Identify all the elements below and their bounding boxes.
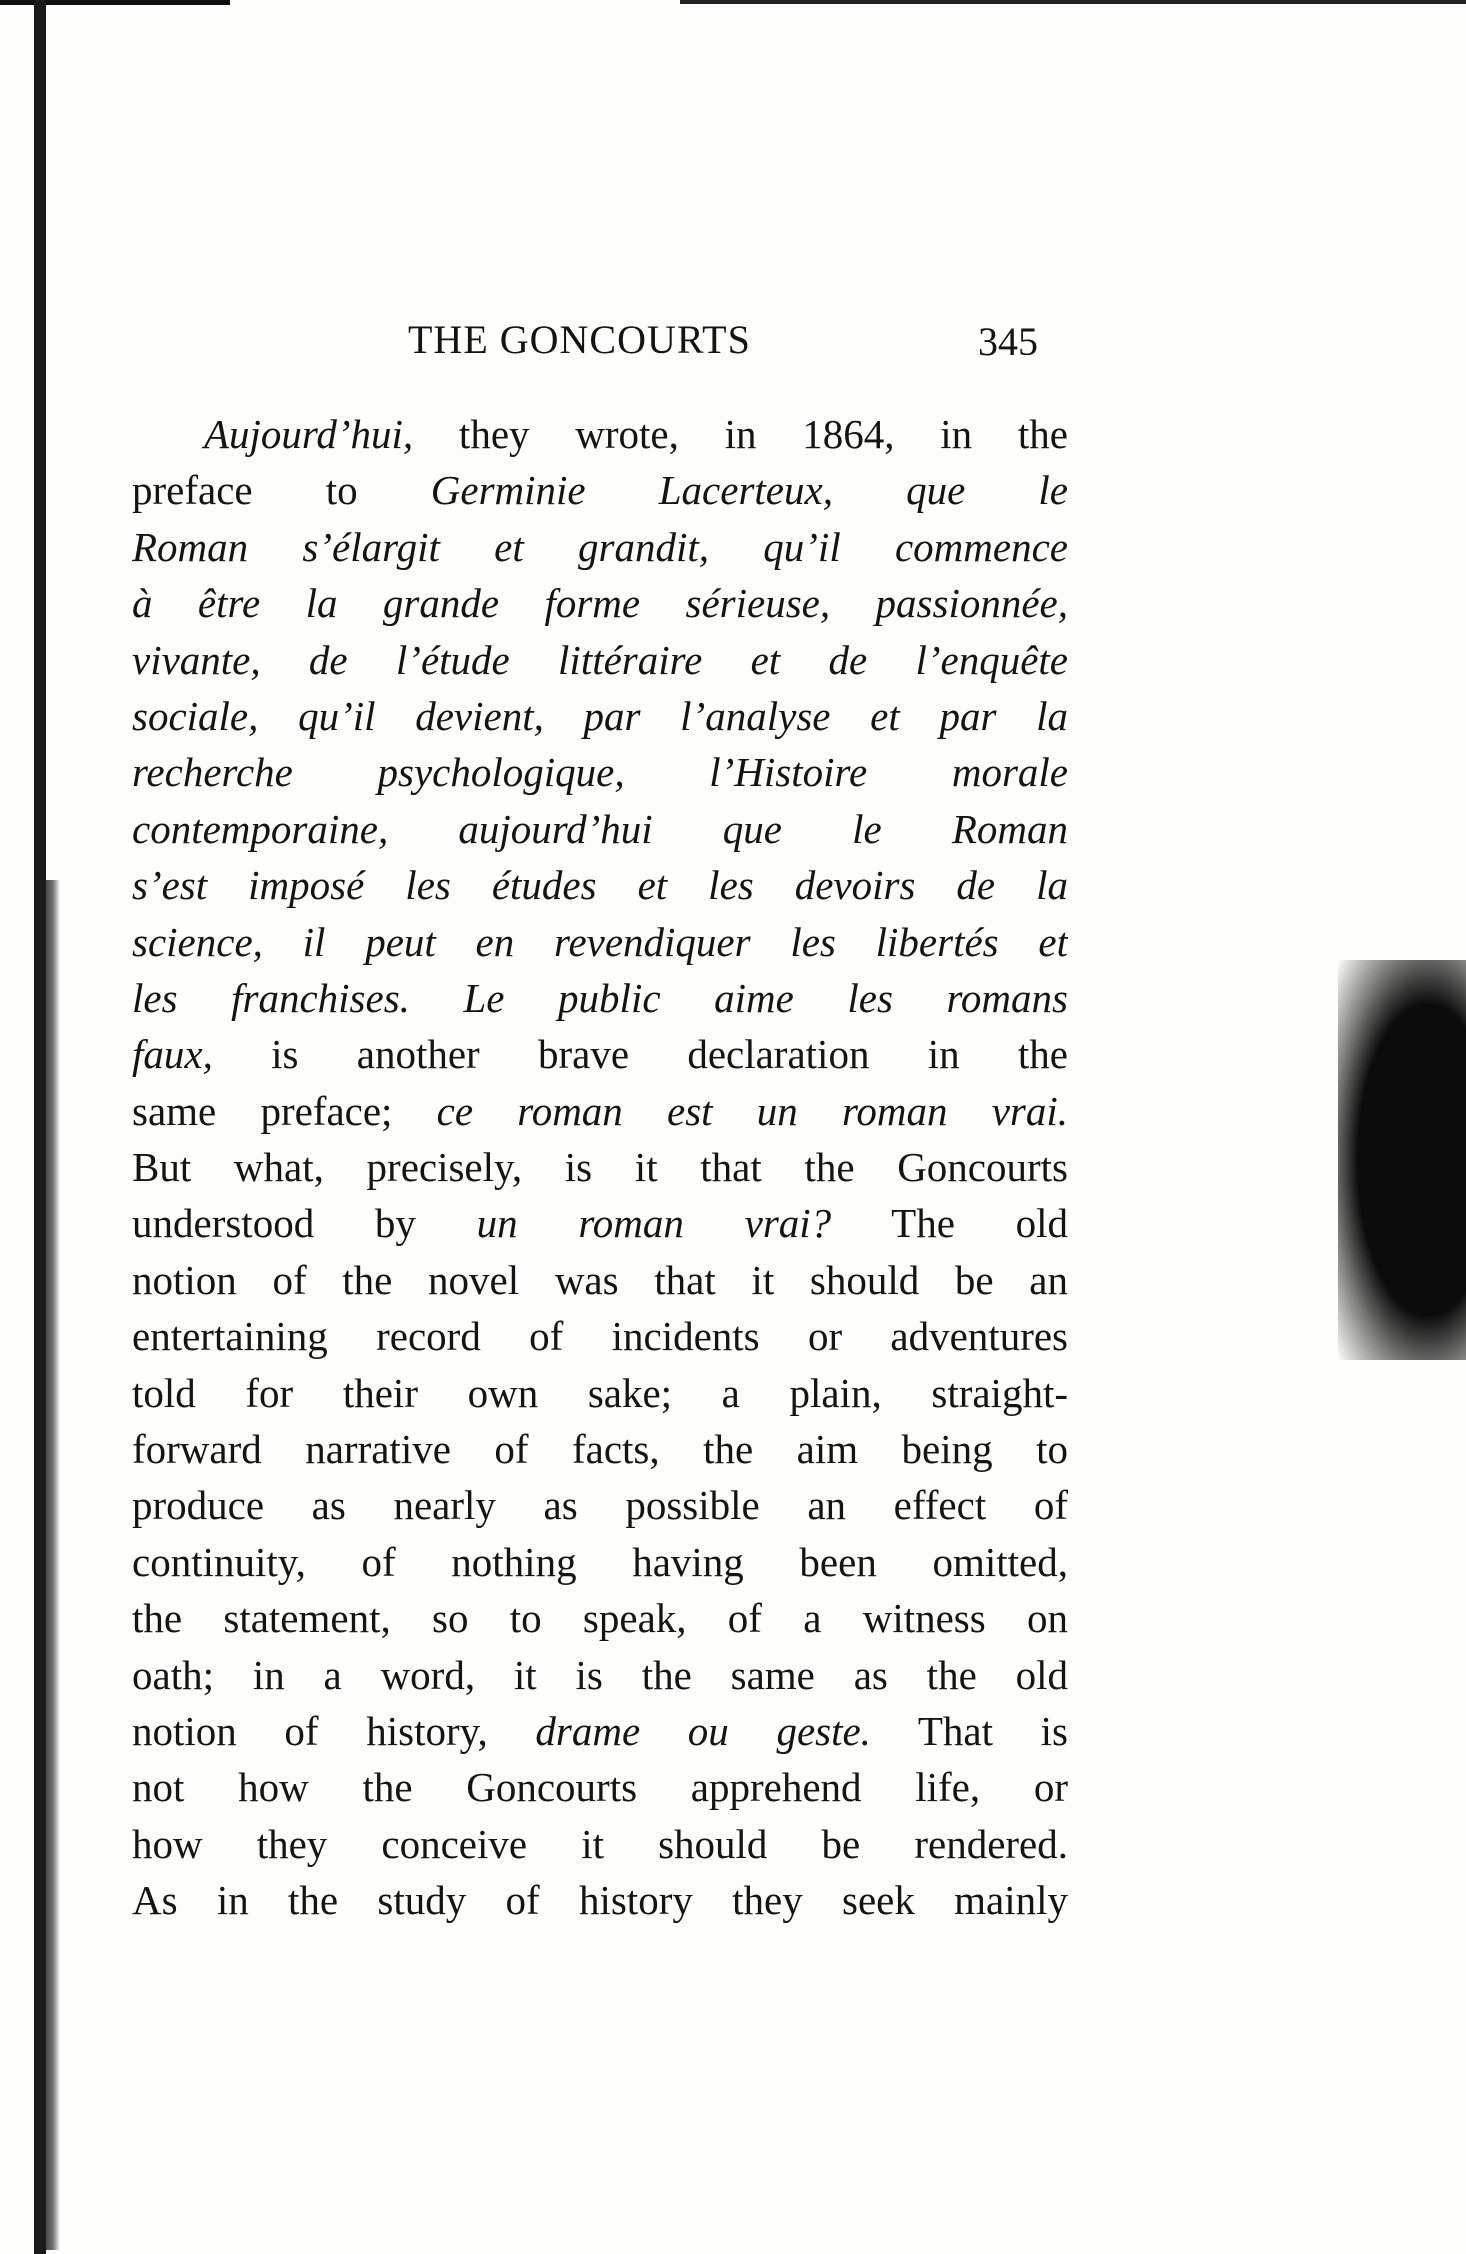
roman-text: forward narrative of facts, the aim being to	[132, 1426, 1068, 1473]
roman-text: But what, precisely, is it that the Goncourts	[132, 1144, 1068, 1191]
text-line	[132, 575, 1068, 631]
italic-text: vivante, de l’étude littéraire et de l’enquête	[132, 636, 1068, 683]
text-line	[132, 1083, 1068, 1139]
italic-text: recherche psychologique, l’Histoire morale	[132, 749, 1068, 796]
roman-text: same preface;	[132, 1087, 437, 1134]
italic-text: Germinie Lacerteux, que le	[430, 467, 1068, 514]
scan-artifact-top-rule	[680, 0, 1466, 4]
text-line	[132, 462, 1068, 518]
text-line	[132, 1816, 1068, 1872]
text-line	[132, 1365, 1068, 1421]
text-line	[132, 519, 1068, 575]
italic-text: drame ou geste.	[535, 1707, 871, 1754]
roman-text: how they conceive it should be rendered.	[132, 1820, 1068, 1867]
roman-text: told for their own sake; a plain, straight-	[132, 1369, 1068, 1416]
italic-text: Roman s’élargit et grandit, qu’il commence	[132, 523, 1068, 570]
text-line	[132, 801, 1068, 857]
text-line	[132, 970, 1068, 1026]
text-line	[132, 688, 1068, 744]
italic-text: les franchises. Le public aime les romans	[132, 974, 1068, 1021]
scan-artifact-smudge	[1338, 960, 1466, 1360]
italic-text: à être la grande forme sérieuse, passionnée,	[132, 580, 1068, 627]
text-line	[132, 1647, 1068, 1703]
roman-text: not how the Goncourts apprehend life, or	[132, 1764, 1068, 1811]
roman-text: notion of the novel was that it should be an	[132, 1256, 1068, 1303]
text-line	[132, 1195, 1068, 1251]
text-line	[132, 1872, 1068, 1928]
scan-artifact-binding-shadow	[46, 880, 60, 2250]
italic-text: Aujourd’hui,	[204, 411, 414, 457]
text-line	[132, 744, 1068, 800]
text-line	[132, 1026, 1068, 1082]
text-line	[132, 406, 1068, 462]
text-line	[132, 1703, 1068, 1759]
text-line	[132, 1421, 1068, 1477]
roman-text: preface to	[132, 467, 431, 514]
italic-text: s’est imposé les études et les devoirs de la	[132, 862, 1068, 909]
body-text	[132, 406, 1068, 1929]
roman-text: continuity, of nothing having been omitted,	[132, 1538, 1068, 1585]
roman-text: That is	[870, 1707, 1068, 1754]
italic-text: contemporaine, aujourd’hui que le Roman	[132, 805, 1068, 852]
text-line	[132, 1759, 1068, 1815]
text-line	[132, 1139, 1068, 1195]
roman-text: The old	[831, 1200, 1068, 1247]
roman-text: they wrote, in 1864, in the	[413, 411, 1068, 457]
text-line	[132, 1252, 1068, 1308]
text-line	[132, 1477, 1068, 1533]
italic-text: faux,	[132, 1031, 213, 1078]
italic-text: ce roman est un roman vrai.	[436, 1087, 1068, 1134]
italic-text: science, il peut en revendiquer les libertés et	[132, 918, 1068, 965]
roman-text: produce as nearly as possible an effect of	[132, 1482, 1068, 1529]
roman-text: notion of history,	[132, 1707, 536, 1754]
roman-text: As in the study of history they seek mainly	[132, 1877, 1068, 1924]
running-title: THE GONCOURTS	[408, 317, 751, 362]
roman-text: oath; in a word, it is the same as the old	[132, 1651, 1068, 1698]
text-line	[132, 632, 1068, 688]
page-number: 345	[978, 319, 1038, 364]
roman-text: the statement, so to speak, of a witness on	[132, 1595, 1068, 1642]
text-line	[132, 1534, 1068, 1590]
text-line	[132, 1590, 1068, 1646]
text-line	[132, 914, 1068, 970]
text-line	[132, 857, 1068, 913]
roman-text: entertaining record of incidents or adventures	[132, 1313, 1068, 1360]
roman-text: is another brave declaration in the	[212, 1031, 1068, 1078]
scan-artifact-binding-edge	[34, 0, 46, 2254]
italic-text: un roman vrai?	[476, 1200, 832, 1247]
text-line	[132, 1308, 1068, 1364]
roman-text: understood by	[132, 1200, 477, 1247]
italic-text: sociale, qu’il devient, par l’analyse et par la	[132, 692, 1068, 739]
